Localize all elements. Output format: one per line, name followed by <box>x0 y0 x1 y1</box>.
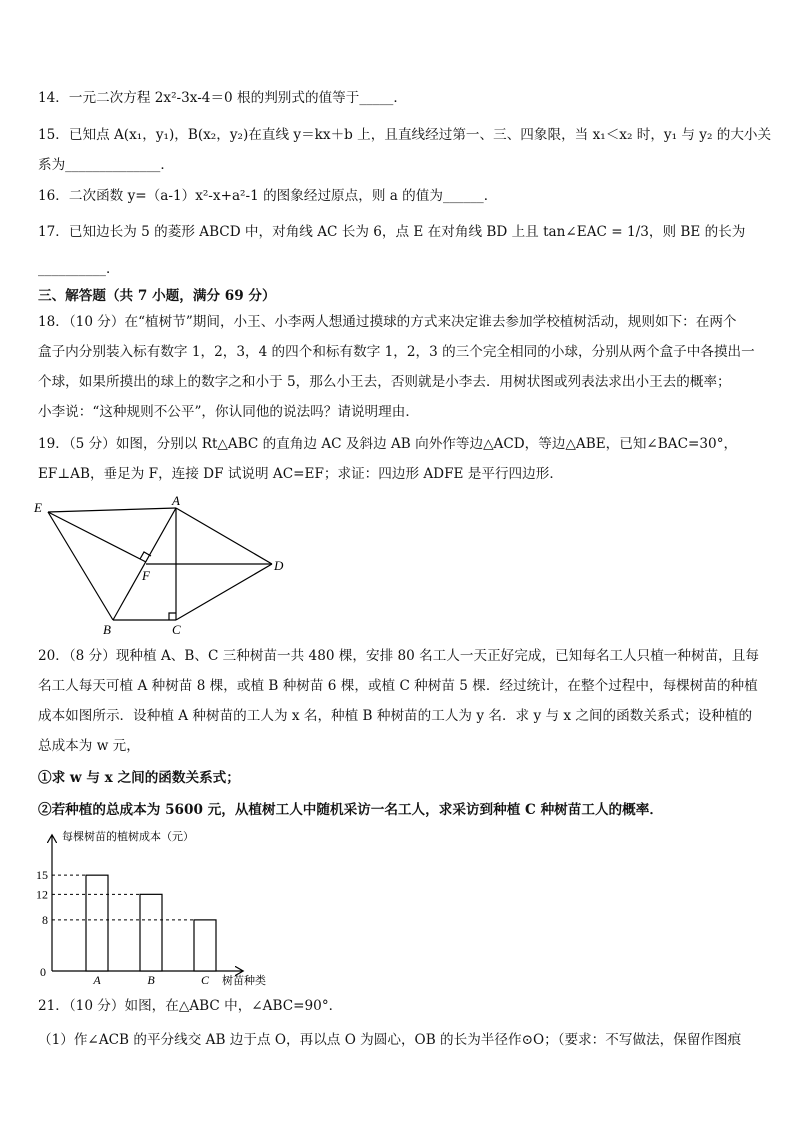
cost-bar-chart <box>26 826 296 988</box>
question-19-line-1: 19．（5 分）如图，分别以 Rt△ABC 的直角边 AC 及斜边 AB 向外作等边△ACD，等边△ABE，已知∠BAC=30°， <box>38 436 738 452</box>
question-18-line-1: 18．（10 分）在“植树节”期间，小王、小李两人想通过摸球的方式来决定谁去参加学校植树活动，规则如下：在两个 <box>38 314 737 330</box>
question-21-line-1: 21．（10 分）如图，在△ABC 中，∠ABC=90°． <box>38 998 343 1014</box>
question-17-line-2: __________． <box>38 261 120 277</box>
right-angle-mark-f <box>140 552 151 559</box>
y-tick-label-15: 15 <box>36 868 48 883</box>
question-20-line-2: 名工人每天可植 A 种树苗 8 棵，或植 B 种树苗 6 棵，或植 C 种树苗 5 棵．经过统计，在整个过程中，每棵树苗的种植 <box>38 678 758 694</box>
question-18-line-4: 小李说：“这种规则不公平”，你认同他的说法吗？请说明理由． <box>38 404 419 420</box>
question-19-line-2: EF⊥AB，垂足为 F，连接 DF 试说明 AC=EF；求证：四边形 ADFE 是平行四边形． <box>38 466 563 482</box>
geometry-figure <box>30 494 300 638</box>
label-e: E <box>34 500 42 515</box>
y-tick-label-12: 12 <box>36 887 48 902</box>
label-a: A <box>172 494 180 508</box>
bar-b <box>140 894 162 971</box>
label-b: B <box>103 622 111 637</box>
question-20-part-1: ①求 w 与 x 之间的函数关系式； <box>38 770 240 786</box>
label-c: C <box>172 622 181 637</box>
question-20-line-4: 总成本为 w 元， <box>38 738 140 754</box>
question-15-line-2: 系为______________． <box>38 157 174 173</box>
question-20-line-1: 20．（8 分）现种植 A、B、C 三种树苗一共 480 棵，安排 80 名工人一天正好完成，已知每名工人只植一种树苗，且每 <box>38 648 759 664</box>
question-17-line-1: 17．已知边长为 5 的菱形 ABCD 中，对角线 AC 长为 6，点 E 在对角线 BD 上且 tan∠EAC = 1/3，则 BE 的长为 <box>38 224 746 240</box>
bar-c <box>194 920 216 971</box>
segment-ea <box>48 508 176 512</box>
question-21-line-2: （1）作∠ACB 的平分线交 AB 边于点 O，再以点 O 为圆心，OB 的长为半径作⊙O；（要求：不写做法，保留作图痕 <box>38 1032 742 1048</box>
right-angle-mark-c <box>169 613 176 620</box>
segment-ad <box>176 508 272 564</box>
question-15-line-1: 15．已知点 A(x₁，y₁)，B(x₂，y₂)在直线 y＝kx＋b 上，且直线经过第一、三、四象限，当 x₁＜x₂ 时，y₁ 与 y₂ 的大小关 <box>38 127 772 143</box>
bar-a <box>86 875 108 971</box>
question-18-line-2: 盒子内分别装入标有数字 1，2，3，4 的四个和标有数字 1，2，3 的三个完全相同的小球，分别从两个盒子中各摸出一 <box>38 344 755 360</box>
question-20-line-3: 成本如图所示．设种植 A 种树苗的工人为 x 名，种植 B 种树苗的工人为 y 名．求 y 与 x 之间的函数关系式；设种植的 <box>38 708 753 724</box>
section-heading: 三、解答题（共 7 小题，满分 69 分） <box>38 288 276 304</box>
label-d: D <box>274 558 284 573</box>
question-16: 16．二次函数 y=（a-1）x²-x+a²-1 的图象经过原点，则 a 的值为______． <box>38 188 498 204</box>
label-f: F <box>142 568 150 583</box>
segment-cd <box>176 564 272 620</box>
question-14: 14．一元二次方程 2x²-3x-4＝0 根的判别式的值等于_____． <box>38 90 407 106</box>
question-18-line-3: 个球，如果所摸出的球上的数字之和小于 5，那么小王去，否则就是小李去．用树状图或列表法求出小王去的概率； <box>38 374 731 390</box>
category-label-a: A <box>93 973 101 987</box>
y-axis-label: 每棵树苗的植树成本（元） <box>62 831 194 843</box>
question-20-part-2: ②若种植的总成本为 5600 元，从植树工人中随机采访一名工人，求采访到种植 C 种树苗工人的概率． <box>38 802 663 818</box>
category-label-c: C <box>200 973 210 987</box>
category-label-b: B <box>147 973 155 987</box>
y-tick-label-8: 8 <box>42 912 48 927</box>
x-axis-label: 树苗种类 <box>222 975 266 987</box>
origin-label: 0 <box>40 965 46 979</box>
